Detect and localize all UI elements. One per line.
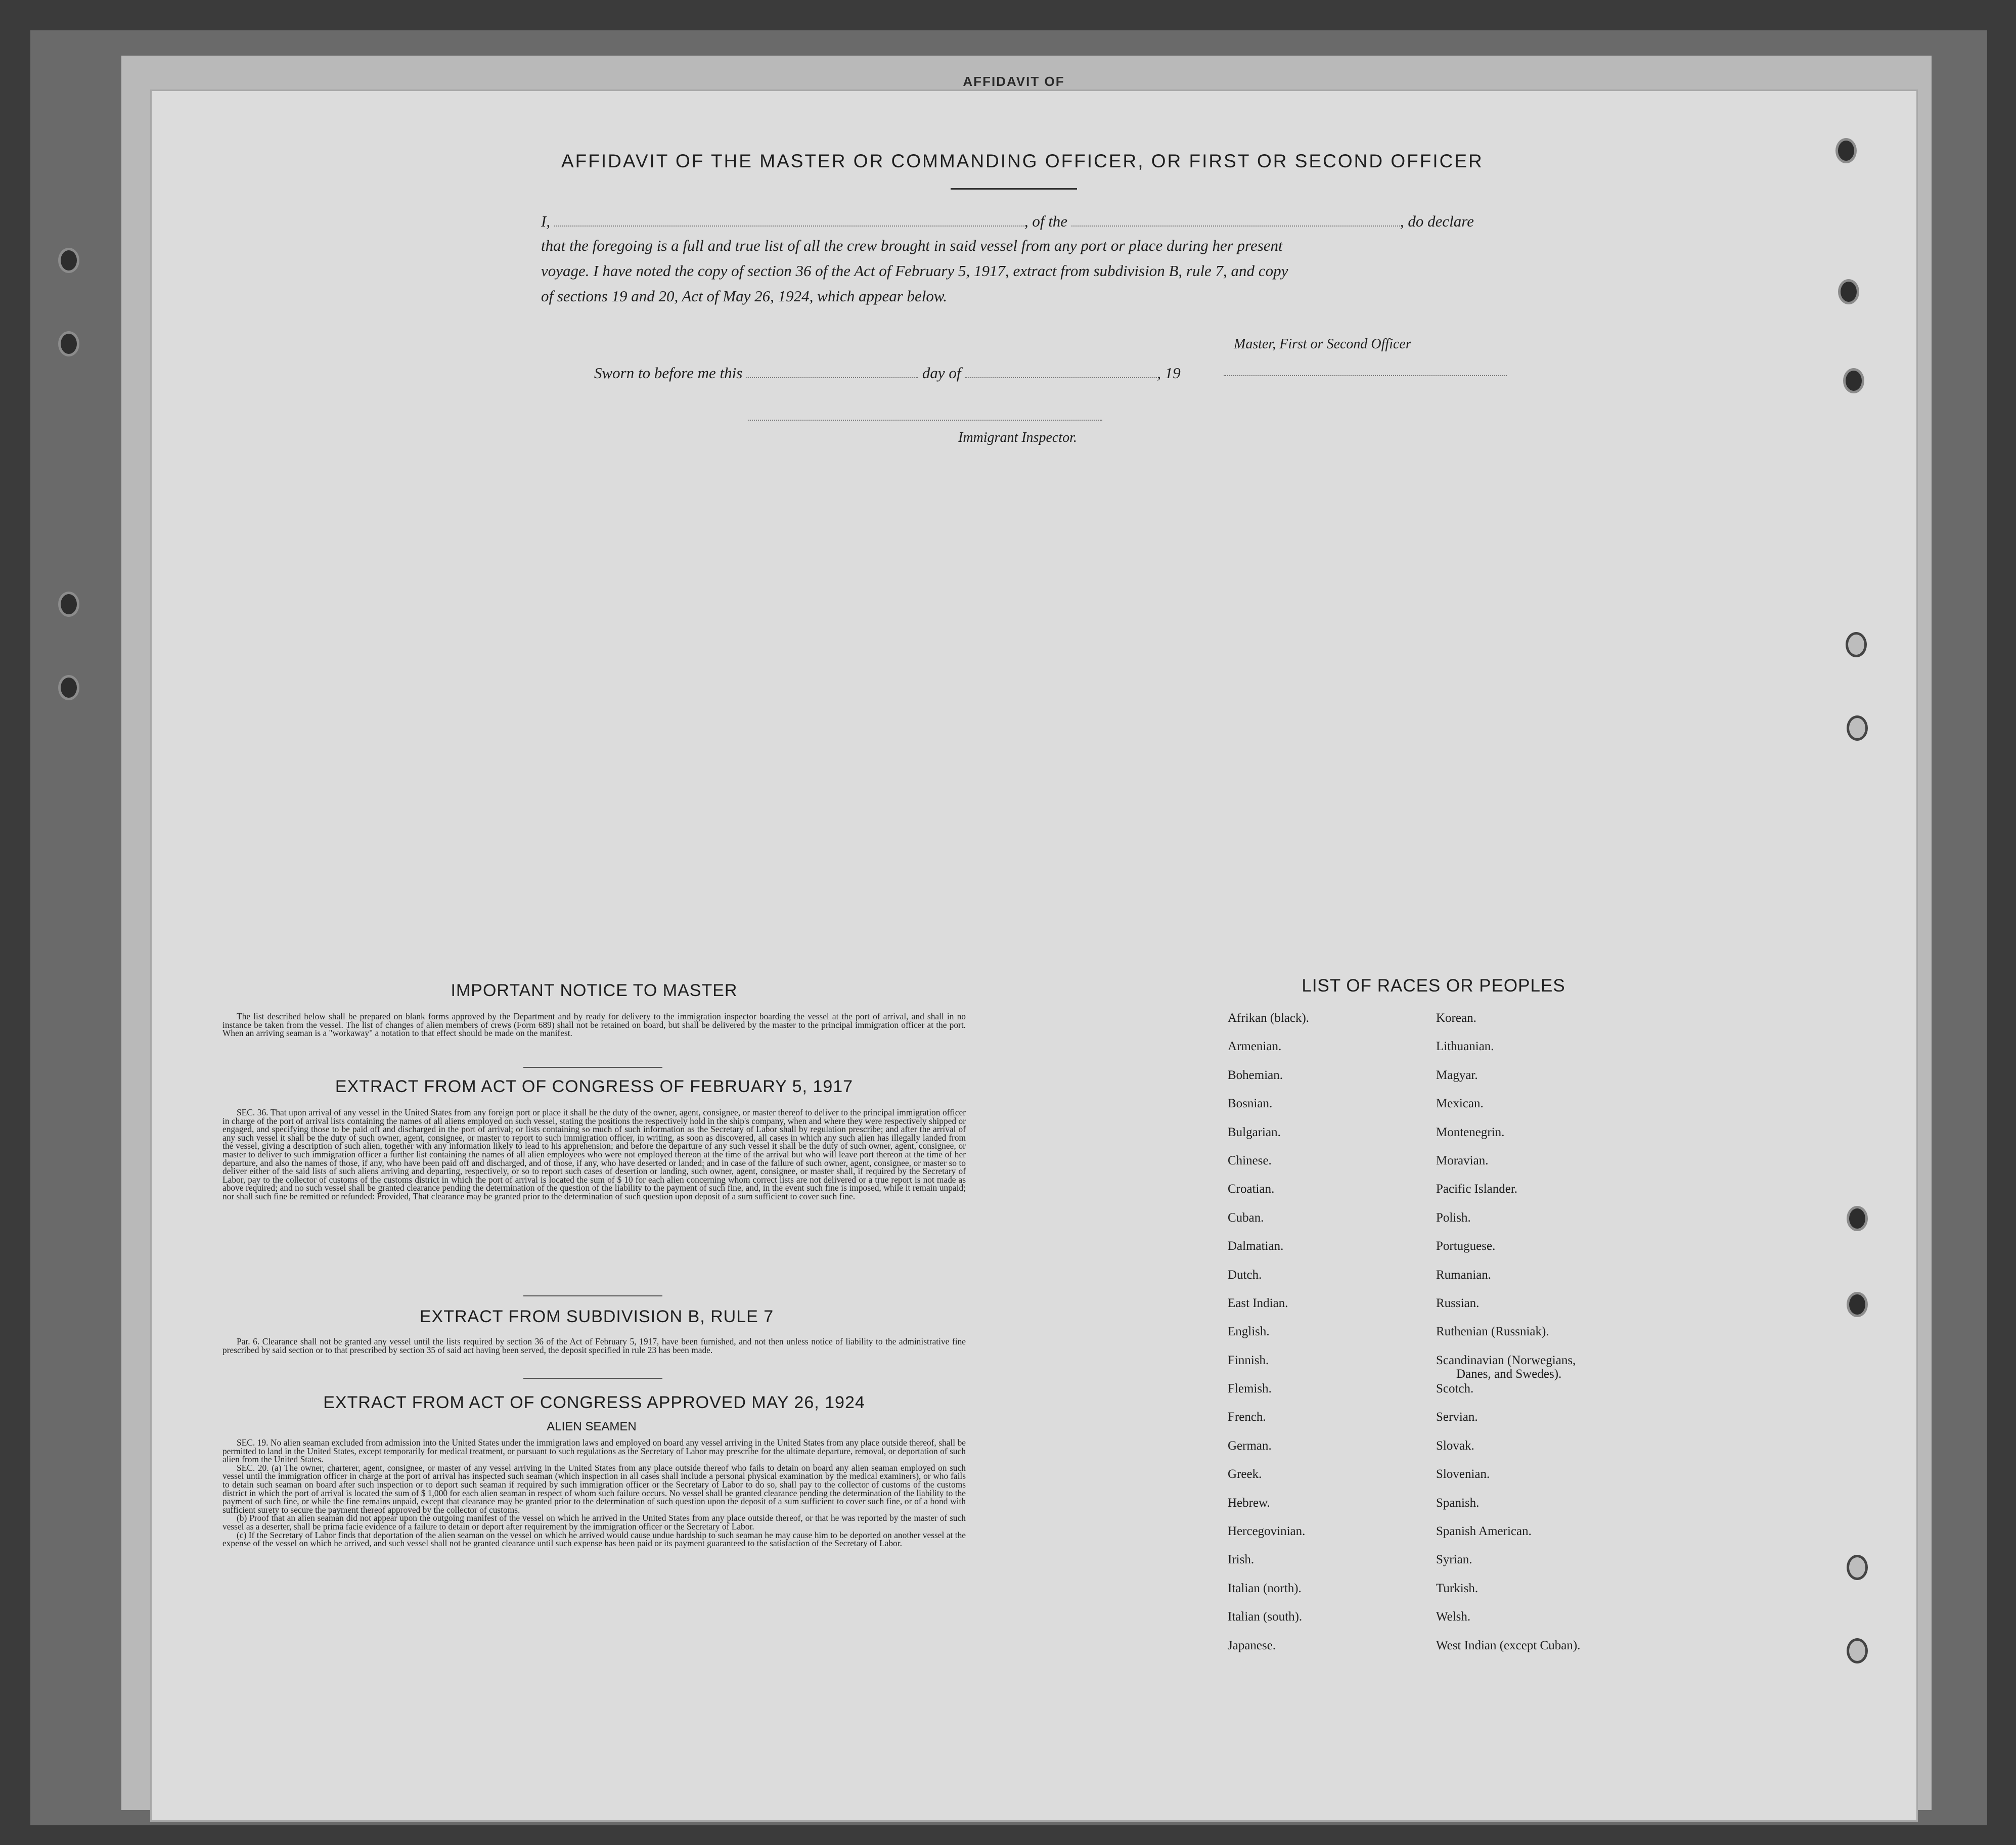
race-label: Dutch. <box>1228 1268 1262 1282</box>
race-label: Japanese. <box>1228 1638 1276 1652</box>
race-item <box>1228 1496 1309 1524</box>
race-item <box>1436 1239 1580 1268</box>
vessel-name-field[interactable] <box>1071 212 1400 227</box>
title-divider <box>951 188 1077 190</box>
declarant-name-field[interactable] <box>554 212 1024 227</box>
race-label: Scotch. <box>1436 1382 1474 1396</box>
inspector-label: Immigrant Inspector. <box>958 430 1077 445</box>
race-item <box>1228 1639 1309 1667</box>
binder-hole-icon <box>58 675 79 700</box>
race-item <box>1228 1040 1309 1068</box>
race-item <box>1228 1467 1309 1496</box>
race-label: Servian. <box>1436 1410 1478 1424</box>
sworn-prefix: Sworn to before me this <box>594 364 743 382</box>
extract-rule7-text <box>222 1337 966 1354</box>
race-label: Chinese. <box>1228 1153 1272 1167</box>
race-item <box>1436 1467 1580 1496</box>
extract-rule7-title: EXTRACT FROM SUBDIVISION B, RULE 7 <box>419 1307 774 1326</box>
race-item <box>1228 1439 1309 1467</box>
punch-hole-icon <box>1847 1292 1868 1317</box>
race-item <box>1436 1268 1580 1296</box>
binder-hole-icon <box>58 248 79 273</box>
race-label: Croatian. <box>1228 1182 1275 1196</box>
race-item <box>1436 1639 1580 1667</box>
race-item <box>1436 1496 1580 1524</box>
sec-20b-paragraph: (b) Proof that an alien seaman did not appear upon the outgoing manifest of the vessel on which he arrived in the United States from any place outside thereof, or that he was reported by the master of such vessel as a deserter, shall be prima facie evidence of a failure to detain or deport after requirement by the immigration officer or the Secretary of Labor. <box>222 1513 966 1532</box>
extract-1924-title: EXTRACT FROM ACT OF CONGRESS APPROVED MAY 26, 1924 <box>323 1393 865 1412</box>
punch-hole-icon <box>1843 368 1864 393</box>
race-label: Magyar. <box>1436 1068 1478 1082</box>
race-label: French. <box>1228 1410 1266 1424</box>
race-label-continuation: Danes, and Swedes). <box>1456 1367 1562 1381</box>
race-item <box>1228 1296 1309 1325</box>
race-label: Hebrew. <box>1228 1496 1270 1510</box>
race-item <box>1436 1382 1580 1410</box>
sec-19-paragraph: SEC. 19. No alien seaman excluded from admission into the United States under the immigration laws and employed on board any vessel arriving in the United States from any place outside thereof, shall be permitted to land in the United States, except temporarily for medical treatment, or pursuant to such regulations as the Secretary of Labor may prescribe for the ultimate departure, removal, or deportation of such alien from the United States. <box>222 1437 966 1465</box>
race-item <box>1436 1410 1580 1438</box>
races-title <box>1300 976 1567 996</box>
punch-hole-icon <box>1847 1555 1868 1580</box>
race-label: Slovak. <box>1436 1438 1474 1453</box>
race-label: Spanish. <box>1436 1496 1480 1510</box>
race-item <box>1228 1211 1309 1239</box>
race-label: Greek. <box>1228 1467 1262 1481</box>
race-item <box>1436 1097 1580 1125</box>
race-label: Polish. <box>1436 1210 1471 1225</box>
race-item <box>1228 1126 1309 1154</box>
race-item <box>1228 1610 1309 1638</box>
sworn-day-of: day of <box>922 364 961 382</box>
race-label: Portuguese. <box>1436 1239 1496 1253</box>
race-label: Scandinavian (Norwegians, <box>1436 1353 1576 1367</box>
race-item <box>1436 1524 1580 1553</box>
punch-hole-icon <box>1838 279 1859 304</box>
affidavit-line-4: of sections 19 and 20, Act of May 26, 1924, which appear below. <box>541 287 948 305</box>
race-item <box>1436 1211 1580 1239</box>
race-item <box>1436 1182 1580 1210</box>
race-label: Afrikan (black). <box>1228 1011 1310 1025</box>
important-notice-text <box>222 1012 966 1038</box>
race-item <box>1436 1354 1580 1382</box>
section-divider <box>523 1378 662 1379</box>
binder-hole-icon <box>58 331 79 356</box>
race-label: Lithuanian. <box>1436 1040 1494 1054</box>
race-label: Moravian. <box>1436 1153 1489 1167</box>
race-label: Armenian. <box>1228 1040 1282 1054</box>
races-column-1 <box>1228 1011 1309 1667</box>
affidavit-do-declare: , do declare <box>1400 212 1474 230</box>
race-label: East Indian. <box>1228 1296 1288 1310</box>
race-label: Dalmatian. <box>1228 1239 1284 1253</box>
race-label: Russian. <box>1436 1296 1480 1310</box>
affidavit-line-2: that the foregoing is a full and true list of all the crew brought in said vessel from any port or place during her present <box>541 237 1283 254</box>
race-label: Irish. <box>1228 1553 1255 1567</box>
affidavit-of-the: , of the <box>1024 212 1068 230</box>
race-item <box>1436 1068 1580 1097</box>
race-item <box>1228 1182 1309 1210</box>
race-item <box>1228 1325 1309 1353</box>
affidavit-title: AFFIDAVIT OF THE MASTER OR COMMANDING OFFICER, OR FIRST OR SECOND OFFICER <box>561 151 1484 171</box>
punch-hole-icon <box>1847 1638 1868 1663</box>
sec-20a-paragraph: SEC. 20. (a) The owner, charterer, agent, consignee, or master of any vessel arriving in the United States from any place outside thereof who fails to detain on board any alien seaman employed on such vessel until the immigration officer in charge at the port of arrival has inspected such seaman (which inspection in all cases shall include a personal physical examination by the medical examiners), or who fails to detain such seaman on board after such inspection or to deport such seaman if required by such immigration officer or the Secretary of Labor to do so, shall pay to the collector of customs of the customs district in which the port of arrival is located the sum of $ 1,000 for each alien seaman in respect of whom such failure occurs. No vessel shall be granted clearance pending the determination of the liability to the payment of such fine, or while the fine remains unpaid, except that clearance may be granted prior to the determination of such question upon the deposit of a sum sufficient to cover such fine, or of a bond with sufficient surety to secure the payment thereof approved by the collector of customs. <box>222 1462 966 1515</box>
section-divider <box>523 1295 662 1296</box>
race-label: Italian (north). <box>1228 1581 1302 1595</box>
race-label: Bosnian. <box>1228 1097 1273 1111</box>
race-label: Welsh. <box>1436 1610 1471 1624</box>
signature-label: Master, First or Second Officer <box>1234 336 1411 352</box>
affidavit-i: I, <box>541 212 551 230</box>
alien-seamen-subtitle: ALIEN SEAMEN <box>547 1420 637 1433</box>
signature-field[interactable] <box>1224 375 1507 376</box>
race-item <box>1436 1040 1580 1068</box>
inspector-signature-field[interactable] <box>748 420 1102 421</box>
race-label: Spanish American. <box>1436 1524 1532 1539</box>
extract-1924-text <box>222 1438 966 1548</box>
punch-hole-icon <box>1847 715 1868 741</box>
punch-hole-icon <box>1835 138 1857 163</box>
race-label: Mexican. <box>1436 1097 1484 1111</box>
race-item <box>1228 1154 1309 1182</box>
section-divider <box>523 1067 662 1068</box>
race-label: Bohemian. <box>1228 1068 1283 1082</box>
important-notice-paragraph: The list described below shall be prepared on blank forms approved by the Department and by ready for delivery to the immigration inspector boarding the vessel at the port of arrival, and shall in no instance be taken from the vessel. The list of changes of alien members of crews (Form 689) shall not be retained on board, but shall be delivered by the master to the principal immigration officer at the port. When an arriving seaman is a "workaway" a notation to that effect should be made on the manifest. <box>222 1011 966 1039</box>
race-item <box>1228 1382 1309 1410</box>
race-label: West Indian (except Cuban). <box>1436 1638 1581 1652</box>
race-label: English. <box>1228 1325 1270 1339</box>
extract-1917-text <box>222 1108 966 1201</box>
race-item <box>1436 1325 1580 1353</box>
punch-hole-icon <box>1847 1206 1868 1231</box>
race-item <box>1436 1582 1580 1610</box>
race-item <box>1228 1239 1309 1268</box>
race-item <box>1436 1296 1580 1325</box>
sworn-year-prefix: , 19 <box>1157 364 1181 382</box>
affidavit-line-1 <box>541 212 1474 231</box>
race-item <box>1436 1553 1580 1581</box>
race-item <box>1436 1610 1580 1638</box>
race-item <box>1228 1354 1309 1382</box>
race-label: Cuban. <box>1228 1210 1264 1225</box>
extract-1917-title: EXTRACT FROM ACT OF CONGRESS OF FEBRUARY 5, 1917 <box>335 1077 854 1096</box>
race-label: Rumanian. <box>1436 1268 1492 1282</box>
punch-hole-icon <box>1846 632 1867 657</box>
sworn-month-field[interactable] <box>965 364 1157 378</box>
sworn-day-field[interactable] <box>746 364 918 378</box>
race-item <box>1228 1011 1309 1040</box>
sworn-line <box>594 364 1181 382</box>
race-label: Italian (south). <box>1228 1610 1303 1624</box>
race-item <box>1228 1553 1309 1581</box>
race-item <box>1228 1068 1309 1097</box>
affidavit-line-3: voyage. I have noted the copy of section 36 of the Act of February 5, 1917, extract from subdivision B, rule 7, and copy <box>541 262 1288 280</box>
race-label: Ruthenian (Russniak). <box>1436 1325 1549 1339</box>
race-label: Korean. <box>1436 1011 1476 1025</box>
race-item <box>1228 1097 1309 1125</box>
race-item <box>1436 1154 1580 1182</box>
binder-hole-icon <box>58 592 79 617</box>
race-item <box>1228 1524 1309 1553</box>
race-label: Syrian. <box>1436 1553 1472 1567</box>
races-title-text: LIST OF RACES OR PEOPLES <box>1302 976 1565 996</box>
race-label: Slovenian. <box>1436 1467 1490 1481</box>
extract-rule7-paragraph: Par. 6. Clearance shall not be granted any vessel until the lists required by section 36 of the Act of February 5, 1917, have been furnished, and not then unless notice of liability to the administrative fine prescribed by said section or to that prescribed by section 35 of said act having been served, the deposit specified in rule 23 has been made. <box>222 1336 966 1355</box>
race-label: Pacific Islander. <box>1436 1182 1518 1196</box>
race-label: German. <box>1228 1438 1272 1453</box>
sec-20c-paragraph: (c) If the Secretary of Labor finds that deportation of the alien seaman on the vessel on which he arrived would cause undue hardship to such seaman he may cause him to be deported on another vessel at the expense of the vessel on which he arrived, and such vessel shall not be granted clearance until such expense has been paid or its payment guaranteed to the satisfaction of the Secretary of Labor. <box>222 1529 966 1549</box>
form-page <box>152 91 1916 1820</box>
extract-1917-paragraph: SEC. 36. That upon arrival of any vessel in the United States from any foreign port or place it shall be the duty of the owner, agent, consignee, or master thereof to deliver to the principal immigration officer in charge of the port of arrival lists containing the names of all aliens employed on such vessel, stating the positions the respectively hold in the ship's company, when and where they were respectively shipped or engaged, and specifying those to be paid off and discharged in the port of arrival; or lists containing so much of such information as the Secretary of Labor shall by regulation prescribe; and after the arrival of any such vessel it shall be the duty of such owner, agent, consignee, or master to report to such immigration officer, in writing, as soon as discovered, all cases in which any such alien has illegally landed from the vessel, giving a description of such alien, together with any information likely to lead to his apprehension; and before the departure of any such vessel it shall be the duty of such owner, agent, consignee, or master to deliver to such immigration officer a further list containing the names of all alien employees who were not employed thereon at the time of the arrival but who will leave port thereon at the time of her departure, and also the names of those, if any, who have been paid off and discharged, and of those, if any, who have deserted or landed; and in case of the failure of such owner, agent, consignee, or master so to deliver either of the said lists of such aliens arriving and departing, respectively, or so to report such cases of desertion or landing, such owner, agent, consignee, or master shall, if required by the Secretary of Labor, pay to the collector of customs of the customs district in which the port of arrival is located the sum of $ 10 for each alien concerning whom correct lists are not delivered or a true report is not made as above required; and no such vessel shall be granted clearance pending the determination of the question of the liability to the payment of such fine, and, in the event such fine is imposed, while it remain unpaid; nor shall such fine be remitted or refunded: Provided, That clearance may be granted prior to the determination of such question upon deposit of a sum sufficient to cover such fine. <box>222 1107 966 1201</box>
race-label: Finnish. <box>1228 1353 1269 1367</box>
race-label: Montenegrin. <box>1436 1125 1505 1139</box>
race-label: Flemish. <box>1228 1382 1272 1396</box>
races-column-2 <box>1436 1011 1580 1667</box>
race-label: Hercegovinian. <box>1228 1524 1306 1539</box>
race-item <box>1228 1268 1309 1296</box>
race-item <box>1228 1582 1309 1610</box>
race-label: Turkish. <box>1436 1581 1479 1595</box>
race-item <box>1436 1126 1580 1154</box>
race-item <box>1228 1410 1309 1438</box>
underlying-sheet-header: AFFIDAVIT OF <box>963 74 1065 89</box>
race-label: Bulgarian. <box>1228 1125 1281 1139</box>
race-item <box>1436 1439 1580 1467</box>
race-item <box>1436 1011 1580 1040</box>
important-notice-title: IMPORTANT NOTICE TO MASTER <box>451 981 738 1000</box>
